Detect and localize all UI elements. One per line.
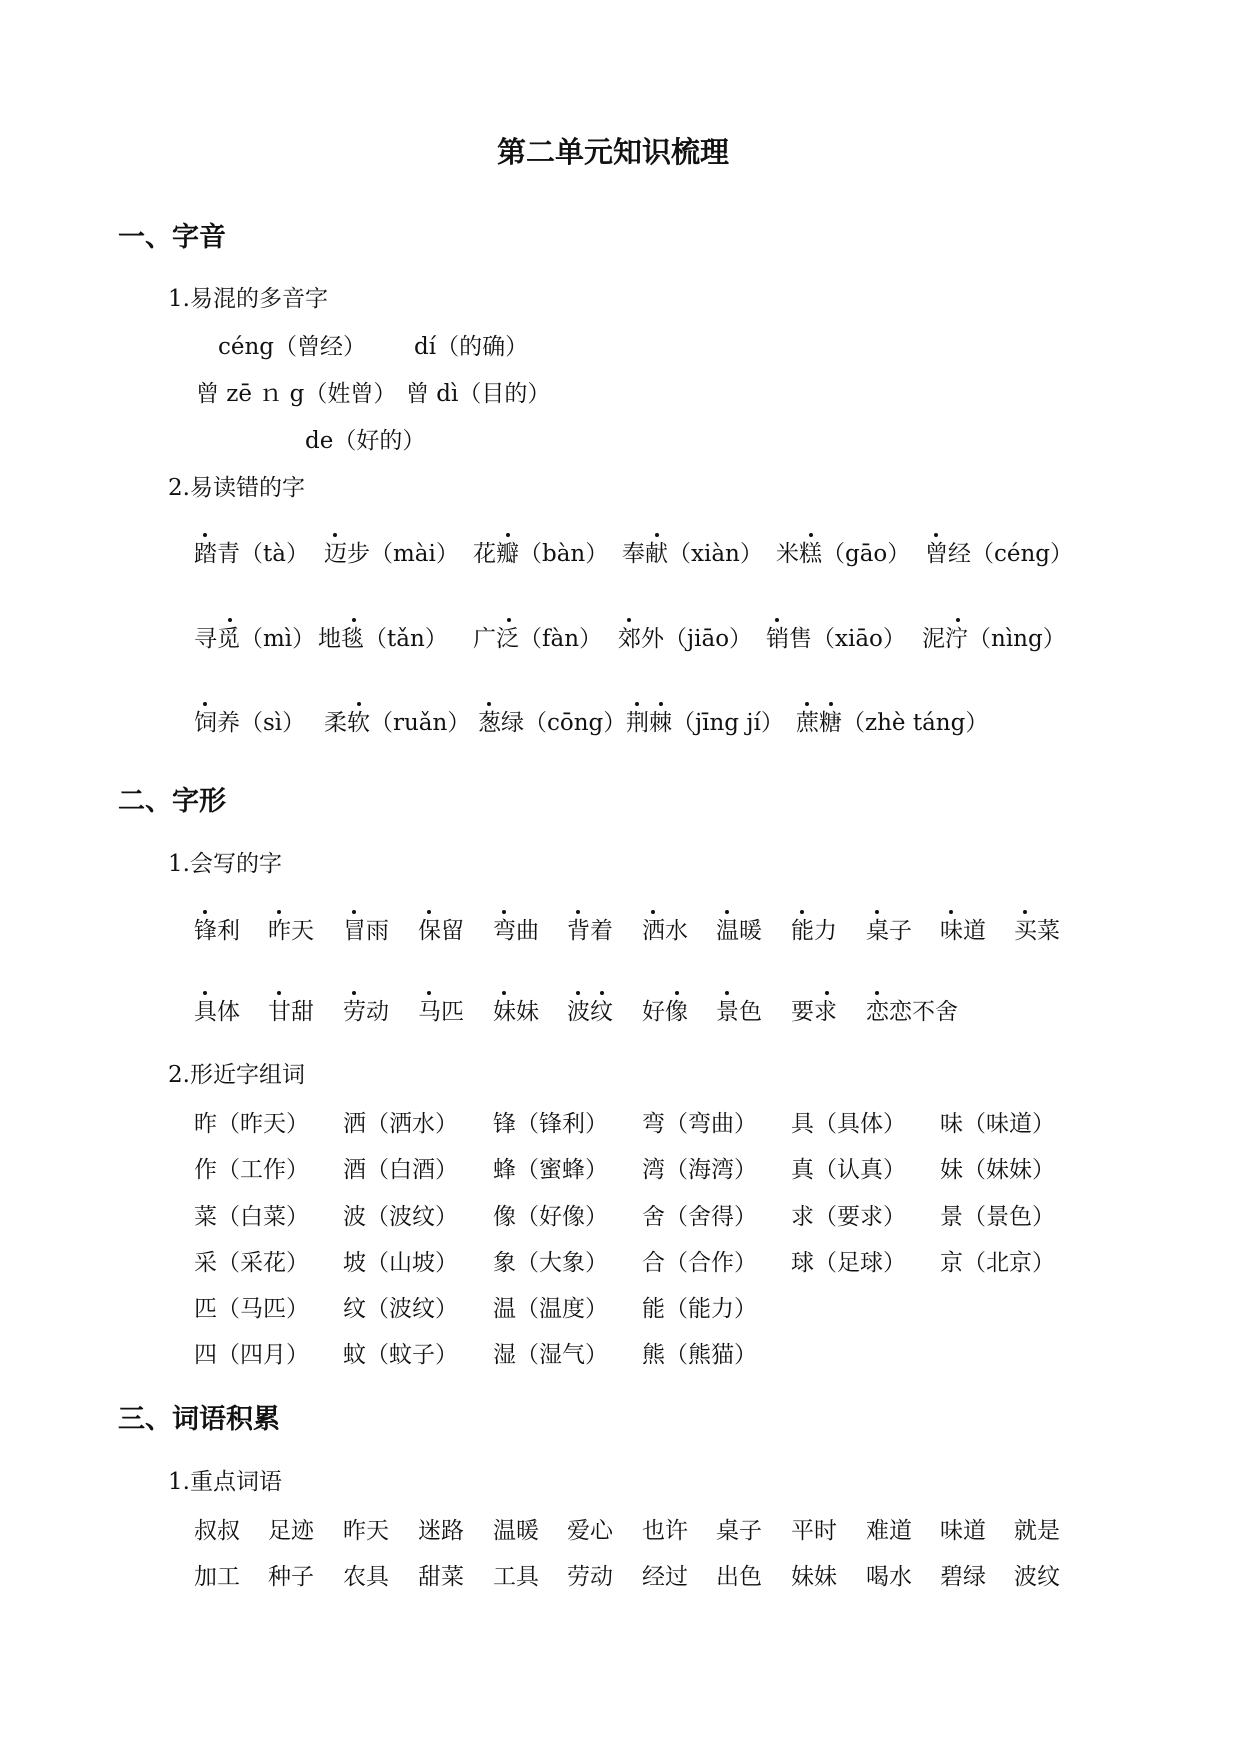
emphasis-dot — [502, 991, 506, 995]
misread-item: 郊外（jiāo） — [618, 626, 753, 652]
misread-item: 奉献（xiàn） — [622, 541, 763, 567]
similar-item: 纹（波纹） — [343, 1296, 458, 1322]
similar-item: 昨（昨天） — [194, 1111, 309, 1137]
emphasis-dot — [805, 702, 809, 706]
similar-row — [0, 1248, 1241, 1278]
emphasis-dot — [506, 533, 510, 537]
word-item: 种子 — [268, 1564, 314, 1590]
emphasis-dot — [203, 991, 207, 995]
similar-item: 采（采花） — [194, 1250, 309, 1276]
similar-item: 蚊（蚊子） — [343, 1342, 458, 1368]
emphasis-dot — [809, 533, 813, 537]
word-item: 冒雨 — [343, 918, 389, 944]
polyphonic-line: de（好的） — [305, 428, 426, 454]
emphasis-dot — [352, 618, 356, 622]
word-item: 喝水 — [866, 1564, 912, 1590]
emphasis-dot — [800, 910, 804, 914]
word-item: 妹妹 — [493, 999, 539, 1025]
emphasis-dot — [427, 991, 431, 995]
word-item: 加工 — [194, 1564, 240, 1590]
emphasis-dot — [675, 991, 679, 995]
similar-item: 洒（洒水） — [343, 1111, 458, 1137]
emphasis-dot — [934, 533, 938, 537]
similar-item: 象（大象） — [493, 1250, 608, 1276]
misread-item: 荆棘（jīng jí） — [626, 710, 784, 736]
similar-item: 能（能力） — [642, 1296, 757, 1322]
similar-item: 坡（山坡） — [343, 1250, 458, 1276]
word-item: 就是 — [1014, 1518, 1060, 1544]
emphasis-dot — [725, 910, 729, 914]
similar-item: 求（要求） — [791, 1204, 906, 1230]
word-item: 昨天 — [343, 1518, 389, 1544]
emphasis-dot — [875, 910, 879, 914]
word-item: 锋利 — [194, 918, 240, 944]
similar-item: 真（认真） — [791, 1157, 906, 1183]
page-title: 第二单元知识梳理 — [497, 135, 730, 169]
word-item: 恋恋不舍 — [866, 999, 958, 1025]
emphasis-dot — [655, 533, 659, 537]
similar-item: 具（具体） — [791, 1111, 906, 1137]
misread-item: 广泛（fàn） — [473, 626, 603, 652]
misread-item: 寻觅（mì） — [194, 626, 316, 652]
word-item: 景色 — [716, 999, 762, 1025]
word-item: 经过 — [642, 1564, 688, 1590]
misread-item: 销售（xiāo） — [766, 626, 906, 652]
similar-item: 湾（海湾） — [642, 1157, 757, 1183]
word-item: 难道 — [866, 1518, 912, 1544]
similar-item: 湿（湿气） — [493, 1342, 608, 1368]
word-item: 迷路 — [418, 1518, 464, 1544]
section-heading-vocabulary: 三、词语积累 — [118, 1404, 280, 1435]
word-item: 波纹 — [1014, 1564, 1060, 1590]
misread-item: 泥泞（nìng） — [922, 626, 1066, 652]
emphasis-dot — [627, 618, 631, 622]
word-item: 能力 — [791, 918, 837, 944]
similar-item: 酒（白酒） — [343, 1157, 458, 1183]
word-item: 要求 — [791, 999, 837, 1025]
word-item: 买菜 — [1014, 918, 1060, 944]
write-row — [0, 997, 1241, 1027]
word-item: 叔叔 — [194, 1518, 240, 1544]
misread-item: 葱绿（cōng） — [478, 710, 627, 736]
emphasis-dot — [775, 618, 779, 622]
word-item: 爱心 — [567, 1518, 613, 1544]
word-item: 背着 — [567, 918, 613, 944]
emphasis-dot — [502, 910, 506, 914]
similar-item: 景（景色） — [940, 1204, 1055, 1230]
word-item: 洒水 — [642, 918, 688, 944]
word-item: 昨天 — [268, 918, 314, 944]
word-item: 好像 — [642, 999, 688, 1025]
emphasis-dot — [600, 991, 604, 995]
word-item: 马匹 — [418, 999, 464, 1025]
word-item: 甘甜 — [268, 999, 314, 1025]
emphasis-dot — [357, 702, 361, 706]
similar-row — [0, 1294, 1241, 1324]
emphasis-dot — [333, 533, 337, 537]
emphasis-dot — [576, 991, 580, 995]
emphasis-dot — [725, 991, 729, 995]
section-heading-pronunciation: 一、字音 — [118, 222, 226, 253]
similar-row — [0, 1202, 1241, 1232]
emphasis-dot — [203, 910, 207, 914]
similar-item: 京（北京） — [940, 1250, 1055, 1276]
word-item: 足迹 — [268, 1518, 314, 1544]
similar-item: 温（温度） — [493, 1296, 608, 1322]
emphasis-dot — [203, 702, 207, 706]
emphasis-dot — [659, 702, 663, 706]
misread-item: 迈步（mài） — [324, 541, 459, 567]
subheading-key-words: 1.重点词语 — [168, 1469, 282, 1495]
write-row — [0, 916, 1241, 946]
subheading-misread: 2.易读错的字 — [168, 475, 305, 501]
emphasis-dot — [277, 910, 281, 914]
similar-item: 作（工作） — [194, 1157, 309, 1183]
word-item: 妹妹 — [791, 1564, 837, 1590]
polyphonic-line: 曾 dì（目的） — [406, 381, 551, 407]
similar-item: 匹（马匹） — [194, 1296, 309, 1322]
similar-row — [0, 1109, 1241, 1139]
emphasis-dot — [507, 618, 511, 622]
word-item: 具体 — [194, 999, 240, 1025]
similar-item: 合（合作） — [642, 1250, 757, 1276]
misread-item: 柔软（ruǎn） — [324, 710, 471, 736]
misread-item: 米糕（gāo） — [776, 541, 911, 567]
misread-item: 地毯（tǎn） — [318, 626, 448, 652]
misread-item: 花瓣（bàn） — [473, 541, 609, 567]
emphasis-dot — [487, 702, 491, 706]
misread-item: 踏青（tà） — [194, 541, 309, 567]
emphasis-dot — [875, 991, 879, 995]
word-item: 波纹 — [567, 999, 613, 1025]
emphasis-dot — [651, 910, 655, 914]
word-item: 甜菜 — [418, 1564, 464, 1590]
similar-item: 舍（舍得） — [642, 1204, 757, 1230]
similar-item: 蜂（蜜蜂） — [493, 1157, 608, 1183]
word-item: 保留 — [418, 918, 464, 944]
word-item: 味道 — [940, 918, 986, 944]
polyphonic-line: 曾 zē ｎ g（姓曾） — [196, 381, 397, 407]
similar-item: 妹（妹妹） — [940, 1157, 1055, 1183]
emphasis-dot — [352, 991, 356, 995]
emphasis-dot — [352, 910, 356, 914]
emphasis-dot — [228, 618, 232, 622]
misread-row — [0, 624, 1241, 654]
similar-item: 熊（熊猫） — [642, 1342, 757, 1368]
word-item: 桌子 — [716, 1518, 762, 1544]
similar-item: 像（好像） — [493, 1204, 608, 1230]
similar-item: 锋（锋利） — [493, 1111, 608, 1137]
polyphonic-line: céng（曾经） — [218, 334, 367, 360]
similar-item: 弯（弯曲） — [642, 1111, 757, 1137]
emphasis-dot — [956, 618, 960, 622]
section-heading-form: 二、字形 — [118, 786, 226, 817]
misread-row — [0, 539, 1241, 569]
similar-item: 味（味道） — [940, 1111, 1055, 1137]
word-item: 劳动 — [567, 1564, 613, 1590]
polyphonic-line: dí（的确） — [414, 334, 529, 360]
word-item: 温暖 — [716, 918, 762, 944]
word-item: 出色 — [716, 1564, 762, 1590]
subheading-similar: 2.形近字组词 — [168, 1062, 305, 1088]
similar-item: 波（波纹） — [343, 1204, 458, 1230]
misread-item: 蔗糖（zhè táng） — [796, 710, 989, 736]
emphasis-dot — [576, 910, 580, 914]
subheading-polyphonic: 1.易混的多音字 — [168, 286, 328, 312]
similar-row — [0, 1155, 1241, 1185]
key-words-row — [0, 1516, 1241, 1546]
subheading-write: 1.会写的字 — [168, 851, 282, 877]
misread-item: 曾经（céng） — [925, 541, 1074, 567]
word-item: 工具 — [493, 1564, 539, 1590]
emphasis-dot — [427, 910, 431, 914]
emphasis-dot — [203, 533, 207, 537]
word-item: 温暖 — [493, 1518, 539, 1544]
key-words-row — [0, 1562, 1241, 1592]
similar-row — [0, 1340, 1241, 1370]
emphasis-dot — [949, 910, 953, 914]
word-item: 平时 — [791, 1518, 837, 1544]
misread-row — [0, 708, 1241, 738]
word-item: 农具 — [343, 1564, 389, 1590]
word-item: 桌子 — [866, 918, 912, 944]
emphasis-dot — [1023, 910, 1027, 914]
word-item: 也许 — [642, 1518, 688, 1544]
word-item: 弯曲 — [493, 918, 539, 944]
emphasis-dot — [825, 991, 829, 995]
emphasis-dot — [829, 702, 833, 706]
misread-item: 饲养（sì） — [194, 710, 306, 736]
emphasis-dot — [277, 991, 281, 995]
word-item: 劳动 — [343, 999, 389, 1025]
word-item: 碧绿 — [940, 1564, 986, 1590]
similar-item: 球（足球） — [791, 1250, 906, 1276]
word-item: 味道 — [940, 1518, 986, 1544]
similar-item: 四（四月） — [194, 1342, 309, 1368]
emphasis-dot — [635, 702, 639, 706]
similar-item: 菜（白菜） — [194, 1204, 309, 1230]
